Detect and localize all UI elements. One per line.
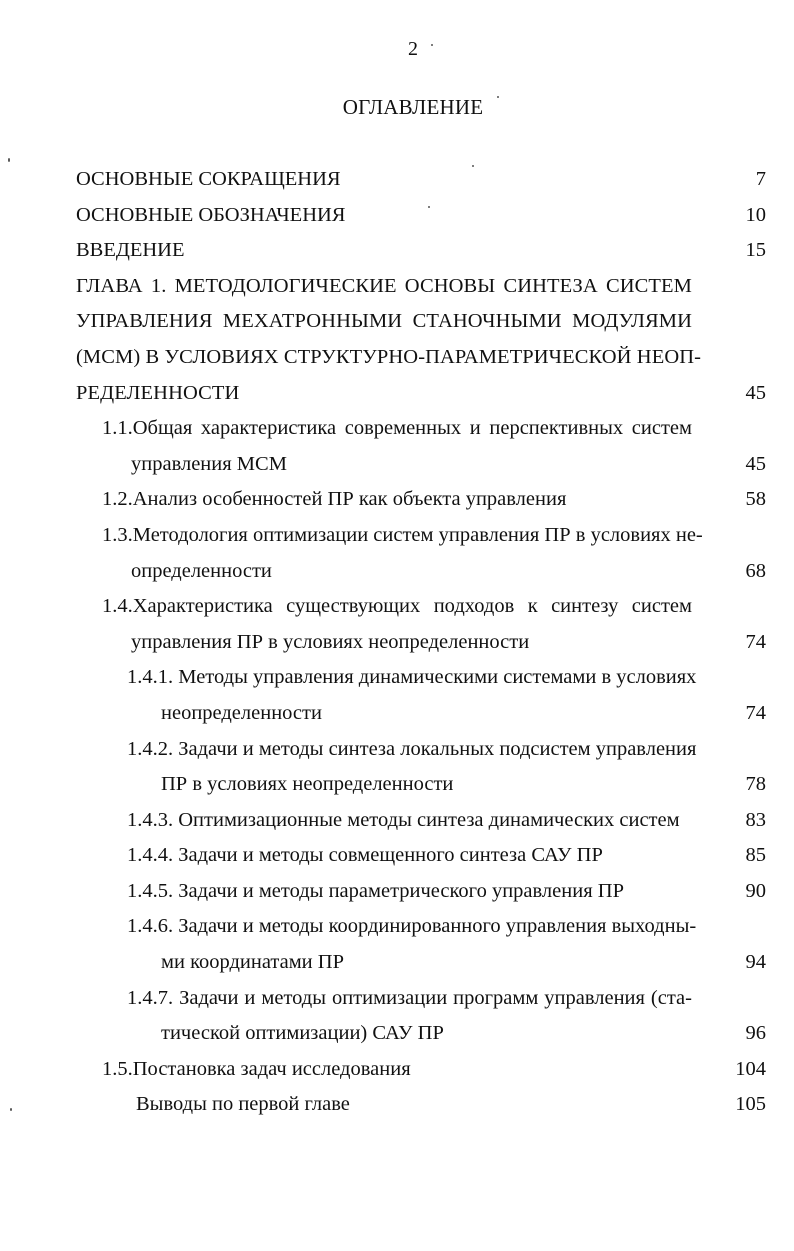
toc-entry-label: 1.3.Методология оптимизации систем управления ПР в условиях не- [102, 523, 703, 546]
toc-entry-label: ГЛАВА 1. МЕТОДОЛОГИЧЕСКИЕ ОСНОВЫ СИНТЕЗА СИСТЕМ [76, 274, 692, 297]
toc-entry-1-4-4 [76, 838, 766, 874]
toc-entry-label: 1.4.3. Оптимизационные методы синтеза динамических систем [127, 808, 680, 831]
toc-entry-page: 74 [745, 701, 766, 724]
toc-entry-label: управления МСМ [131, 452, 287, 475]
toc-entry-1-4-1 [76, 660, 766, 731]
toc-entry-page: 7 [755, 168, 766, 190]
toc-entry-1-4-7 [76, 981, 766, 1052]
toc-entry-1-2 [76, 482, 766, 518]
toc-entry-label: РЕДЕЛЕННОСТИ [76, 381, 240, 404]
toc-entry-page: 74 [745, 630, 766, 653]
toc-entry-label: 1.4.1. Методы управления динамическими системами в условиях [127, 666, 697, 689]
toc-entry-page: 104 [735, 1057, 766, 1080]
scan-speck [497, 96, 499, 98]
toc-entry-1-4-2 [76, 732, 766, 803]
toc-entry-label: определенности [131, 559, 272, 582]
toc-entry-abbreviations [76, 162, 766, 198]
toc-entry-1-4-6 [76, 909, 766, 980]
toc-entry-label: тической оптимизации) САУ ПР [161, 1022, 444, 1045]
toc-entry-label: ПР в условиях неопределенности [161, 773, 454, 796]
scan-speck [8, 158, 10, 162]
toc-entry-label: неопределенности [161, 701, 322, 724]
toc-entry-page: 45 [745, 381, 766, 404]
toc-entry-page: 15 [745, 239, 766, 262]
toc-entry-page: 83 [745, 808, 766, 831]
toc-entry-label: 1.4.6. Задачи и методы координированного управления выходны- [127, 915, 697, 938]
table-of-contents [76, 162, 766, 1123]
toc-entry-label: ОСНОВНЫЕ СОКРАЩЕНИЯ [76, 168, 341, 190]
toc-entry-page: 78 [745, 773, 766, 796]
toc-entry-label: 1.4.7. Задачи и методы оптимизации программ управления (ста- [127, 986, 692, 1009]
toc-entry-1-3 [76, 518, 766, 589]
scan-speck [431, 44, 433, 46]
toc-entry-chapter-1 [76, 269, 766, 411]
toc-entry-label: ВВЕДЕНИЕ [76, 239, 185, 262]
toc-entry-label: (МСМ) В УСЛОВИЯХ СТРУКТУРНО-ПАРАМЕТРИЧЕСКОЙ НЕОП- [76, 345, 702, 368]
toc-entry-page: 10 [745, 203, 766, 226]
toc-entry-conclusions [76, 1087, 766, 1123]
toc-entry-1-4-5 [76, 874, 766, 910]
toc-entry-label: ми координатами ПР [161, 951, 344, 974]
toc-entry-label: 1.4.Характеристика существующих подходов к синтезу систем [102, 595, 692, 618]
toc-entry-page: 85 [745, 844, 766, 867]
toc-entry-label: ОСНОВНЫЕ ОБОЗНАЧЕНИЯ [76, 203, 346, 226]
toc-entry-label: 1.5.Постановка задач исследования [102, 1057, 411, 1080]
toc-entry-label: 1.2.Анализ особенностей ПР как объекта управления [102, 488, 567, 511]
toc-entry-page: 94 [745, 951, 766, 974]
toc-entry-page: 45 [745, 452, 766, 475]
scan-speck [428, 206, 430, 208]
page-title: ОГЛАВЛЕНИЕ [342, 95, 484, 119]
toc-entry-label: управления ПР в условиях неопределенности [131, 630, 530, 653]
toc-entry-label: 1.4.5. Задачи и методы параметрического управления ПР [127, 879, 624, 902]
toc-entry-label: 1.4.2. Задачи и методы синтеза локальных подсистем управления [127, 737, 697, 760]
page-number: 2 [408, 38, 418, 60]
toc-entry-page: 96 [745, 1022, 766, 1045]
toc-entry-label: 1.4.4. Задачи и методы совмещенного синтеза САУ ПР [127, 844, 603, 867]
toc-entry-notation [76, 198, 766, 234]
scan-speck [10, 1108, 12, 1111]
toc-entry-page: 105 [735, 1093, 766, 1116]
toc-entry-page: 58 [745, 488, 766, 511]
toc-entry-page: 68 [745, 559, 766, 582]
toc-entry-label: 1.1.Общая характеристика современных и перспективных систем [102, 417, 692, 440]
toc-entry-label: Выводы по первой главе [136, 1093, 350, 1116]
toc-entry-1-4-3 [76, 803, 766, 839]
toc-entry-1-4 [76, 589, 766, 660]
toc-entry-1-5 [76, 1052, 766, 1088]
toc-entry-introduction [76, 233, 766, 269]
scan-speck [472, 165, 474, 167]
toc-entry-label: УПРАВЛЕНИЯ МЕХАТРОННЫМИ СТАНОЧНЫМИ МОДУЛЯМИ [76, 310, 692, 333]
toc-entry-page: 90 [745, 879, 766, 902]
toc-entry-1-1 [76, 411, 766, 482]
